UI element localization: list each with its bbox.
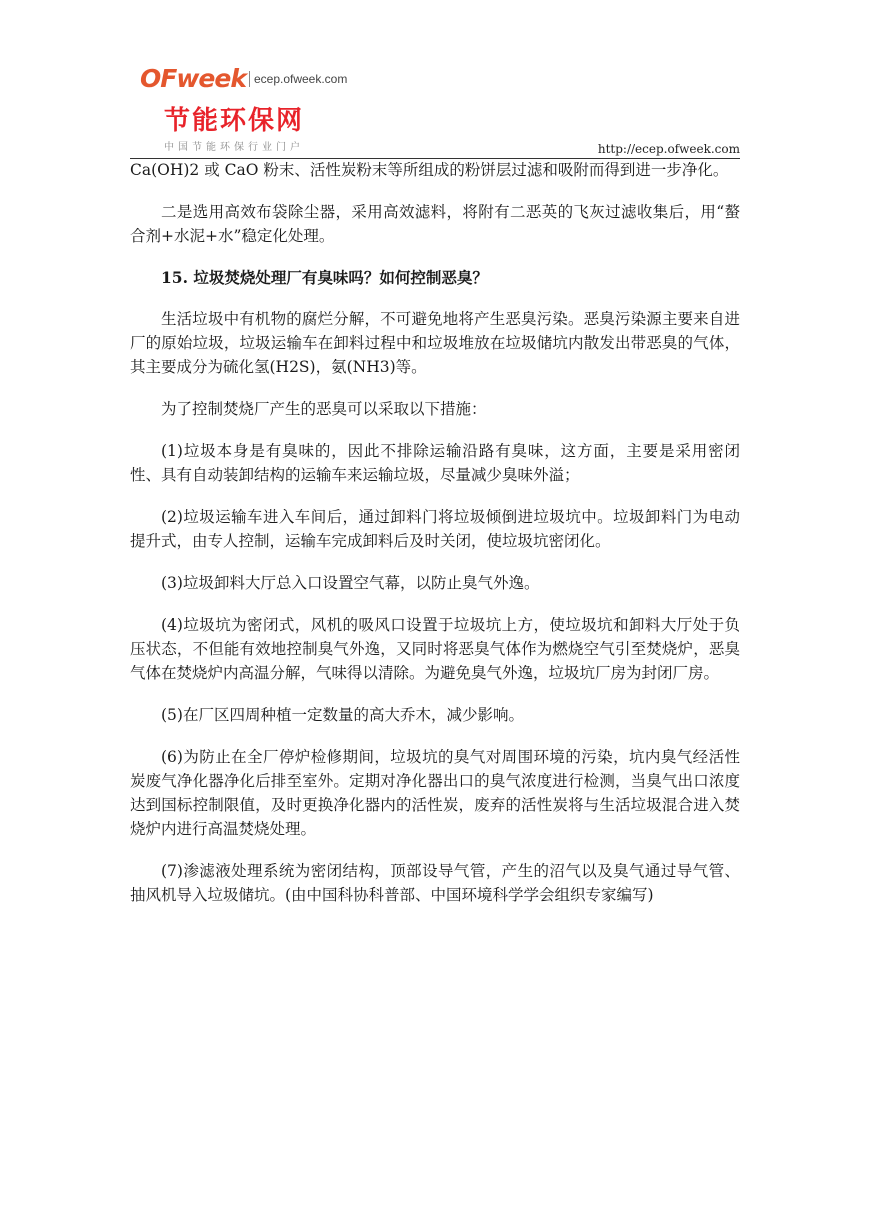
measure-item-7: (7)渗滤液处理系统为密闭结构，顶部设导气管，产生的沼气以及臭气通过导气管、抽风机导入垃圾储坑。(由中国科协科普部、中国环境科学学会组织专家编写) — [130, 862, 740, 904]
brand-name: OFweek — [140, 64, 246, 93]
measure-item-2: (2)垃圾运输车进入车间后，通过卸料门将垃圾倾倒进垃圾坑中。垃圾卸料门为电动提升式，由专人控制，运输车完成卸料后及时关闭，使垃圾坑密闭化。 — [130, 508, 740, 550]
measure-item-5: (5)在厂区四周种植一定数量的高大乔木，减少影响。 — [161, 706, 524, 724]
measure-item-3: (3)垃圾卸料大厅总入口设置空气幕，以防止臭气外逸。 — [161, 574, 540, 592]
logo-divider — [249, 71, 250, 87]
section-heading: 15. 垃圾焚烧处理厂有臭味吗？如何控制恶臭？ — [161, 268, 488, 287]
paragraph: 为了控制焚烧厂产生的恶臭可以采取以下措施： — [161, 400, 487, 418]
page-header — [130, 64, 740, 160]
paragraph: 二是选用高效布袋除尘器，采用高效滤料，将附有二恶英的飞灰过滤收集后，用“螯合剂+水泥+水”稳定化处理。 — [130, 203, 740, 245]
site-tagline: 中国节能环保行业门户 — [164, 142, 304, 153]
document-body — [130, 158, 740, 925]
measure-item-6: (6)为防止在全厂停炉检修期间，垃圾坑的臭气对周围环境的污染，坑内臭气经活性炭废气净化器净化后排至室外。定期对净化器出口的臭气浓度进行检测，当臭气出口浓度达到国标控制限值，及时更换净化器内的活性炭，废弃的活性炭将与生活垃圾混合进入焚烧炉内进行高温焚烧处理。 — [130, 748, 740, 838]
paragraph-continuation: Ca(OH)2 或 CaO 粉末、活性炭粉末等所组成的粉饼层过滤和吸附而得到进一步净化。 — [130, 161, 729, 179]
header-url[interactable]: http://ecep.ofweek.com — [597, 142, 740, 156]
measure-item-1: (1)垃圾本身是有臭味的，因此不排除运输沿路有臭味，这方面，主要是采用密闭性、具有自动装卸结构的运输车来运输垃圾，尽量减少臭味外溢； — [130, 442, 740, 484]
ofweek-logo[interactable] — [140, 64, 347, 93]
paragraph: 生活垃圾中有机物的腐烂分解，不可避免地将产生恶臭污染。恶臭污染源主要来自进厂的原始垃圾，垃圾运输车在卸料过程中和垃圾堆放在垃圾储坑内散发出带恶臭的气体，其主要成分为硫化氢(H2S)，氨(NH3)等。 — [130, 310, 740, 376]
measure-item-4: (4)垃圾坑为密闭式，风机的吸风口设置于垃圾坑上方，使垃圾坑和卸料大厅处于负压状态，不但能有效地控制臭气外逸，又同时将恶臭气体作为燃烧空气引至焚烧炉，恶臭气体在焚烧炉内高温分解，气味得以清除。为避免臭气外逸，垃圾坑厂房为封闭厂房。 — [130, 616, 740, 682]
logo-domain: ecep.ofweek.com — [253, 71, 348, 86]
site-name: 节能环保网 — [164, 106, 305, 136]
